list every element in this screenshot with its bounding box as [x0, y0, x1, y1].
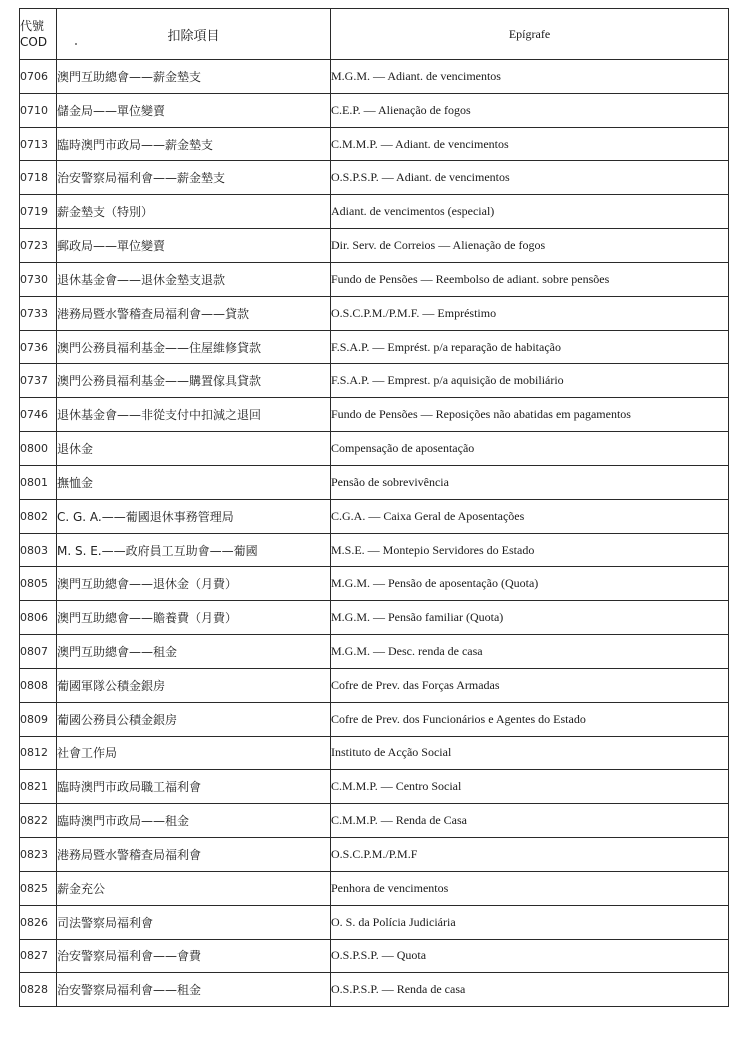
- row-code: 0719: [20, 195, 57, 229]
- row-item-zh: 退休金: [57, 432, 331, 466]
- table-row: [20, 533, 729, 567]
- table-row: [20, 939, 729, 973]
- row-item-pt: M.G.M. — Pensão familiar (Quota): [331, 601, 729, 635]
- table-row: [20, 905, 729, 939]
- row-code: 0807: [20, 635, 57, 669]
- row-item-pt: Cofre de Prev. das Forças Armadas: [331, 668, 729, 702]
- table-row: [20, 93, 729, 127]
- row-code: 0801: [20, 465, 57, 499]
- row-item-pt: F.S.A.P. — Emprest. p/a aquisição de mobiliário: [331, 364, 729, 398]
- table-row: [20, 398, 729, 432]
- row-item-zh: 撫恤金: [57, 465, 331, 499]
- row-code: 0827: [20, 939, 57, 973]
- row-item-zh: C. G. A.——葡國退休事務管理局: [57, 499, 331, 533]
- row-item-zh: 澳門互助總會——贍養費（月費）: [57, 601, 331, 635]
- row-code: 0746: [20, 398, 57, 432]
- row-item-zh: 港務局暨水警稽查局福利會: [57, 838, 331, 872]
- row-item-zh: 臨時澳門市政局——租金: [57, 804, 331, 838]
- table-row: [20, 871, 729, 905]
- table-row: [20, 465, 729, 499]
- table-row: [20, 161, 729, 195]
- table-row: [20, 973, 729, 1007]
- table-row: [20, 195, 729, 229]
- item-zh-column-header: 扣除項目: [57, 9, 331, 60]
- row-code: 0826: [20, 905, 57, 939]
- row-code: 0809: [20, 702, 57, 736]
- item-pt-column-header: Epígrafe: [331, 9, 729, 60]
- code-header-zh: 代號: [20, 19, 45, 33]
- row-item-zh: 澳門公務員福利基金——購置傢具貸款: [57, 364, 331, 398]
- row-code: 0805: [20, 567, 57, 601]
- row-item-pt: O.S.P.S.P. — Adiant. de vencimentos: [331, 161, 729, 195]
- row-code: 0730: [20, 262, 57, 296]
- row-item-pt: Adiant. de vencimentos (especial): [331, 195, 729, 229]
- scan-mark: [75, 43, 77, 45]
- row-item-pt: Instituto de Acção Social: [331, 736, 729, 770]
- row-code: 0806: [20, 601, 57, 635]
- row-item-pt: M.G.M. — Adiant. de vencimentos: [331, 60, 729, 94]
- row-code: 0723: [20, 229, 57, 263]
- row-item-zh: 澳門互助總會——薪金墊支: [57, 60, 331, 94]
- row-item-pt: C.M.M.P. — Adiant. de vencimentos: [331, 127, 729, 161]
- row-code: 0823: [20, 838, 57, 872]
- row-item-pt: M.G.M. — Pensão de aposentação (Quota): [331, 567, 729, 601]
- table-row: [20, 229, 729, 263]
- row-item-pt: O.S.P.S.P. — Renda de casa: [331, 973, 729, 1007]
- table-row: [20, 262, 729, 296]
- table-row: [20, 804, 729, 838]
- row-code: 0828: [20, 973, 57, 1007]
- table-row: [20, 60, 729, 94]
- row-item-pt: F.S.A.P. — Emprést. p/a reparação de habitação: [331, 330, 729, 364]
- deduction-codes-page: [19, 8, 728, 1026]
- row-item-zh: 澳門公務員福利基金——住屋維修貸款: [57, 330, 331, 364]
- table-row: [20, 296, 729, 330]
- table-row: [20, 770, 729, 804]
- row-item-pt: Dir. Serv. de Correios — Alienação de fogos: [331, 229, 729, 263]
- table-row: [20, 635, 729, 669]
- row-code: 0821: [20, 770, 57, 804]
- row-item-pt: O.S.C.P.M./P.M.F: [331, 838, 729, 872]
- code-column-header: [20, 9, 57, 60]
- row-item-pt: Fundo de Pensões — Reembolso de adiant. sobre pensões: [331, 262, 729, 296]
- row-code: 0736: [20, 330, 57, 364]
- row-item-pt: Cofre de Prev. dos Funcionários e Agentes do Estado: [331, 702, 729, 736]
- table-header-row: [20, 9, 729, 60]
- table-row: [20, 499, 729, 533]
- row-item-zh: 儲金局——單位變賣: [57, 93, 331, 127]
- row-code: 0825: [20, 871, 57, 905]
- row-item-pt: Compensação de aposentação: [331, 432, 729, 466]
- row-item-zh: 司法警察局福利會: [57, 905, 331, 939]
- row-item-pt: Pensão de sobrevivência: [331, 465, 729, 499]
- row-item-zh: 治安警察局福利會——薪金墊支: [57, 161, 331, 195]
- row-item-zh: 薪金充公: [57, 871, 331, 905]
- deduction-codes-table: [19, 8, 729, 1007]
- row-code: 0822: [20, 804, 57, 838]
- row-code: 0718: [20, 161, 57, 195]
- row-item-zh: 港務局暨水警稽查局福利會——貸款: [57, 296, 331, 330]
- row-item-pt: M.G.M. — Desc. renda de casa: [331, 635, 729, 669]
- row-item-zh: 治安警察局福利會——會費: [57, 939, 331, 973]
- table-row: [20, 838, 729, 872]
- table-row: [20, 736, 729, 770]
- table-row: [20, 567, 729, 601]
- row-item-zh: M. S. E.——政府員工互助會——葡國: [57, 533, 331, 567]
- row-item-zh: 葡國軍隊公積金銀房: [57, 668, 331, 702]
- row-item-zh: 澳門互助總會——退休金（月費）: [57, 567, 331, 601]
- row-code: 0803: [20, 533, 57, 567]
- row-item-zh: 薪金墊支（特別）: [57, 195, 331, 229]
- row-item-zh: 退休基金會——退休金墊支退款: [57, 262, 331, 296]
- row-item-pt: M.S.E. — Montepio Servidores do Estado: [331, 533, 729, 567]
- row-item-zh: 葡國公務員公積金銀房: [57, 702, 331, 736]
- row-code: 0737: [20, 364, 57, 398]
- row-item-pt: O.S.C.P.M./P.M.F. — Empréstimo: [331, 296, 729, 330]
- row-item-pt: C.G.A. — Caixa Geral de Aposentações: [331, 499, 729, 533]
- row-item-pt: O. S. da Polícia Judiciária: [331, 905, 729, 939]
- table-row: [20, 364, 729, 398]
- row-item-pt: C.E.P. — Alienação de fogos: [331, 93, 729, 127]
- table-row: [20, 702, 729, 736]
- row-item-zh: 治安警察局福利會——租金: [57, 973, 331, 1007]
- row-item-zh: 臨時澳門市政局職工福利會: [57, 770, 331, 804]
- row-code: 0808: [20, 668, 57, 702]
- row-item-zh: 社會工作局: [57, 736, 331, 770]
- row-item-zh: 臨時澳門市政局——薪金墊支: [57, 127, 331, 161]
- row-item-pt: C.M.M.P. — Centro Social: [331, 770, 729, 804]
- row-item-zh: 退休基金會——非從支付中扣減之退回: [57, 398, 331, 432]
- row-item-pt: O.S.P.S.P. — Quota: [331, 939, 729, 973]
- table-row: [20, 601, 729, 635]
- row-code: 0713: [20, 127, 57, 161]
- table-row: [20, 432, 729, 466]
- table-row: [20, 127, 729, 161]
- row-code: 0800: [20, 432, 57, 466]
- code-header-pt: COD: [20, 35, 48, 49]
- row-code: 0812: [20, 736, 57, 770]
- row-code: 0710: [20, 93, 57, 127]
- row-item-pt: C.M.M.P. — Renda de Casa: [331, 804, 729, 838]
- row-item-pt: Fundo de Pensões — Reposições não abatidas em pagamentos: [331, 398, 729, 432]
- row-code: 0706: [20, 60, 57, 94]
- row-code: 0802: [20, 499, 57, 533]
- row-item-zh: 澳門互助總會——租金: [57, 635, 331, 669]
- table-row: [20, 668, 729, 702]
- table-row: [20, 330, 729, 364]
- row-item-pt: Penhora de vencimentos: [331, 871, 729, 905]
- row-item-zh: 郵政局——單位變賣: [57, 229, 331, 263]
- row-code: 0733: [20, 296, 57, 330]
